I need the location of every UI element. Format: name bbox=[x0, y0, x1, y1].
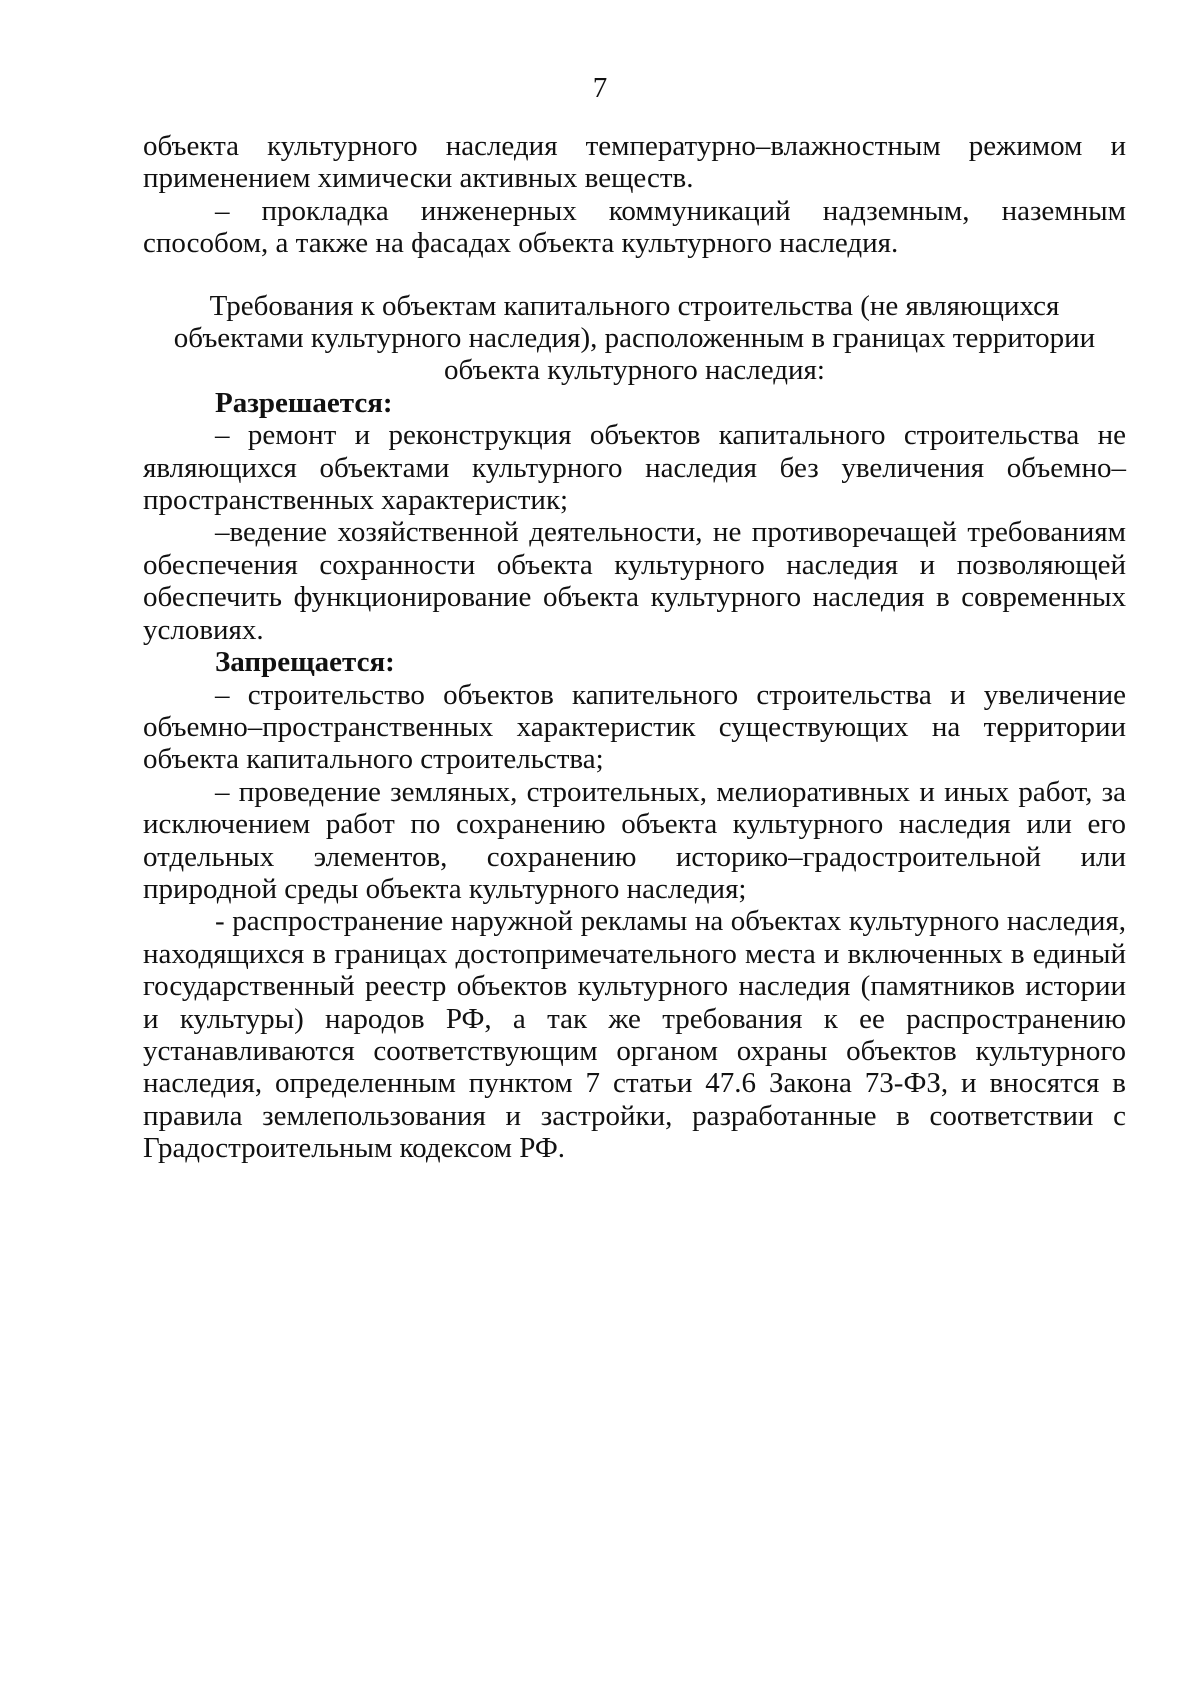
page-number: 7 bbox=[592, 72, 608, 104]
prohibited-item-2: – проведение земляных, строительных, мелиоративных и иных работ, за исключением работ по сохранению объекта культурного наследия или его отдельных элементов, сохранению историко–градостроительной или природной среды объекта культурного наследия; bbox=[143, 775, 1126, 905]
allowed-item-2: –ведение хозяйственной деятельности, не противоречащей требованиям обеспечения сохранности объекта культурного наследия и позволяющей обеспечить функционирование объекта культурного наследия в современных условиях. bbox=[143, 516, 1126, 646]
intro-paragraph-2: – прокладка инженерных коммуникаций надземным, наземным способом, а также на фасадах объекта культурного наследия. bbox=[143, 194, 1126, 260]
prohibited-heading: Запрещается: bbox=[215, 646, 395, 679]
prohibited-item-3: - распространение наружной рекламы на объектах культурного наследия, находящихся в границах достопримечательного места и включенных в единый государственный реестр объектов культурного наследия (памятников истории и культуры) народов РФ, а так же требования к ее распространению устанавливаются соответствующим органом охраны объектов культурного наследия, определенным пунктом 7 статьи 47.6 Закона 73-ФЗ, и вносятся в правила землепользования и застройки, разработанные в соответствии с Градостроительным кодексом РФ. bbox=[143, 905, 1126, 1165]
section-title: Требования к объектам капитального строительства (не являющихся объектами культурного наследия), расположенным в границах территории объекта культурного наследия: bbox=[173, 289, 1096, 387]
allowed-heading: Разрешается: bbox=[215, 386, 393, 419]
intro-paragraph-1: объекта культурного наследия температурно–влажностным режимом и применением химически активных веществ. bbox=[143, 130, 1126, 195]
allowed-item-1: – ремонт и реконструкция объектов капитального строительства не являющихся объектами культурного наследия без увеличения объемно–пространственных характеристик; bbox=[143, 419, 1126, 517]
document-body bbox=[143, 130, 1126, 1165]
prohibited-item-1: – строительство объектов капительного строительства и увеличение объемно–пространственных характеристик существующих на территории объекта капитального строительства; bbox=[143, 678, 1126, 776]
